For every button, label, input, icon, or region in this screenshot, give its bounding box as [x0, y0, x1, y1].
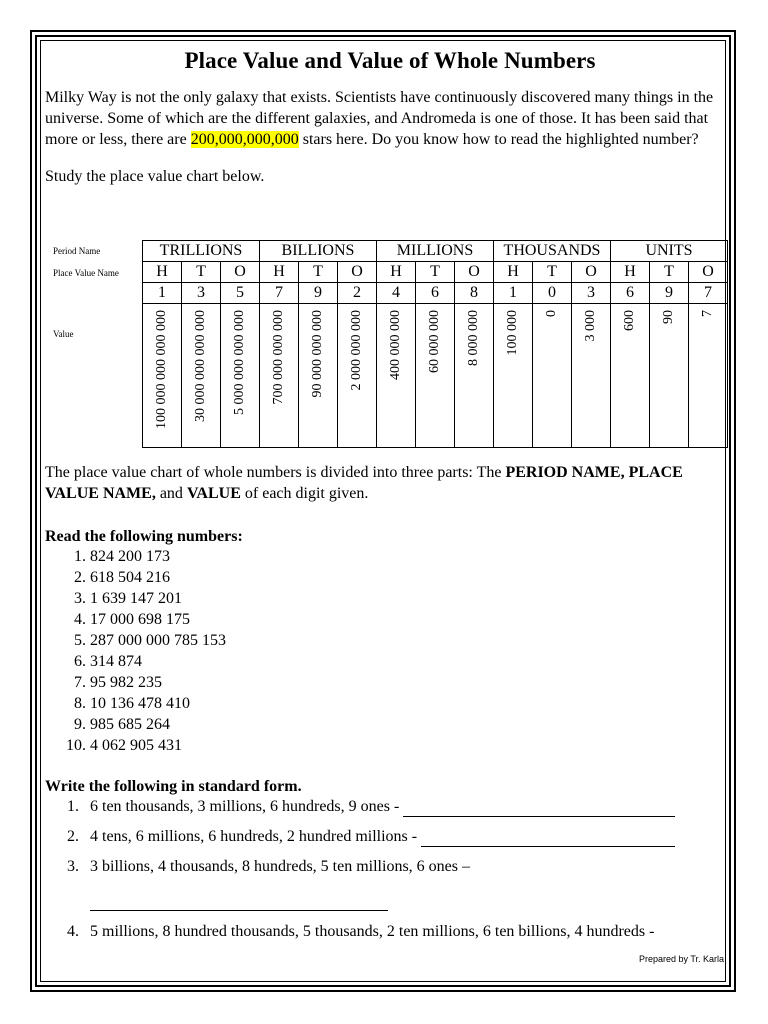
list-item: 7. 95 982 235 — [90, 672, 243, 693]
digit-cell: 2 — [338, 283, 377, 304]
place-cell: H — [611, 262, 650, 283]
period-cell: MILLIONS — [377, 241, 494, 262]
list-item: 5. 287 000 000 785 153 — [90, 630, 243, 651]
value-cell: 7 — [689, 304, 728, 448]
list-item: 4. 17 000 698 175 — [90, 609, 243, 630]
place-cell: H — [377, 262, 416, 283]
list-item: 3. 1 639 147 201 — [90, 588, 243, 609]
period-cell: UNITS — [611, 241, 728, 262]
list-item: 8. 10 136 478 410 — [90, 693, 243, 714]
period-cell: TRILLIONS — [143, 241, 260, 262]
row-label-place: Place Value Name — [53, 268, 119, 278]
digit-cell: 6 — [416, 283, 455, 304]
place-cell: H — [260, 262, 299, 283]
list-item: 3. 3 billions, 4 thousands, 8 hundreds, 5 ten millions, 6 ones – — [67, 858, 470, 875]
value-cell: 0 — [533, 304, 572, 448]
place-cell: T — [650, 262, 689, 283]
digit-cell: 4 — [377, 283, 416, 304]
list-item: 1. 824 200 173 — [90, 546, 243, 567]
period-row — [143, 241, 728, 262]
place-value-table — [142, 240, 728, 448]
digit-row — [143, 283, 728, 304]
row-label-period: Period Name — [53, 246, 101, 256]
value-cell: 90 — [650, 304, 689, 448]
value-row — [143, 304, 728, 448]
list-item: 9. 985 685 264 — [90, 714, 243, 735]
digit-cell: 7 — [260, 283, 299, 304]
value-cell: 100 000 — [494, 304, 533, 448]
period-cell: BILLIONS — [260, 241, 377, 262]
digit-cell: 1 — [143, 283, 182, 304]
place-row — [143, 262, 728, 283]
digit-cell: 7 — [689, 283, 728, 304]
write-heading: Write the following in standard form. — [45, 778, 302, 795]
digit-cell: 9 — [299, 283, 338, 304]
chart-explanation: The place value chart of whole numbers is divided into three parts: The PERIOD NAME, PLACE VALUE NAME, and VALUE of each digit given. — [45, 464, 683, 502]
place-cell: H — [494, 262, 533, 283]
place-cell: T — [182, 262, 221, 283]
answer-blank[interactable] — [421, 828, 675, 847]
digit-cell: 1 — [494, 283, 533, 304]
list-item: 4. 5 millions, 8 hundred thousands, 5 thousands, 2 ten millions, 6 ten billions, 4 hundreds - — [67, 923, 655, 940]
list-item: 10. 4 062 905 431 — [90, 735, 243, 756]
place-cell: T — [533, 262, 572, 283]
footer-credit: Prepared by Tr. Karla — [638, 954, 724, 964]
digit-cell: 6 — [611, 283, 650, 304]
read-numbers-section — [45, 528, 243, 756]
digit-cell: 8 — [455, 283, 494, 304]
value-cell: 700 000 000 000 — [260, 304, 299, 448]
intro-paragraph: Milky Way is not the only galaxy that exists. Scientists have continuously discovered many things in the universe. Some of which are the different galaxies, and Andromeda is one of those. It has been said that more or less, there are 200,000,000,000 stars here. Do you know how to read the highlighted number? — [45, 89, 714, 148]
read-heading: Read the following numbers: — [45, 528, 243, 545]
value-cell: 3 000 — [572, 304, 611, 448]
list-item: 6. 314 874 — [90, 651, 243, 672]
place-cell: T — [416, 262, 455, 283]
value-cell: 5 000 000 000 000 — [221, 304, 260, 448]
read-numbers-list — [45, 546, 243, 756]
digit-cell: 3 — [572, 283, 611, 304]
highlighted-number: 200,000,000,000 — [190, 131, 299, 148]
place-cell: O — [689, 262, 728, 283]
standard-form-section — [45, 778, 735, 941]
value-cell: 90 000 000 000 — [299, 304, 338, 448]
digit-cell: 0 — [533, 283, 572, 304]
value-cell: 30 000 000 000 000 — [182, 304, 221, 448]
list-item: 2. 618 504 216 — [90, 567, 243, 588]
place-cell: O — [221, 262, 260, 283]
value-cell: 2 000 000 000 — [338, 304, 377, 448]
place-cell: O — [455, 262, 494, 283]
answer-blank[interactable] — [90, 892, 388, 911]
place-cell: O — [572, 262, 611, 283]
value-cell: 600 — [611, 304, 650, 448]
list-item: 1. 6 ten thousands, 3 millions, 6 hundreds, 9 ones - — [45, 798, 735, 817]
page-title: Place Value and Value of Whole Numbers — [184, 48, 596, 73]
period-cell: THOUSANDS — [494, 241, 611, 262]
place-cell: H — [143, 262, 182, 283]
digit-cell: 5 — [221, 283, 260, 304]
digit-cell: 9 — [650, 283, 689, 304]
value-cell: 60 000 000 — [416, 304, 455, 448]
list-item: 2. 4 tens, 6 millions, 6 hundreds, 2 hundred millions - — [45, 828, 735, 847]
answer-blank[interactable] — [403, 798, 675, 817]
place-cell: T — [299, 262, 338, 283]
study-instruction: Study the place value chart below. — [45, 168, 265, 185]
value-cell: 100 000 000 000 000 — [143, 304, 182, 448]
digit-cell: 3 — [182, 283, 221, 304]
place-cell: O — [338, 262, 377, 283]
place-value-chart — [45, 240, 730, 454]
value-cell: 400 000 000 — [377, 304, 416, 448]
header-section — [45, 48, 735, 186]
row-label-value: Value — [53, 329, 74, 339]
value-cell: 8 000 000 — [455, 304, 494, 448]
